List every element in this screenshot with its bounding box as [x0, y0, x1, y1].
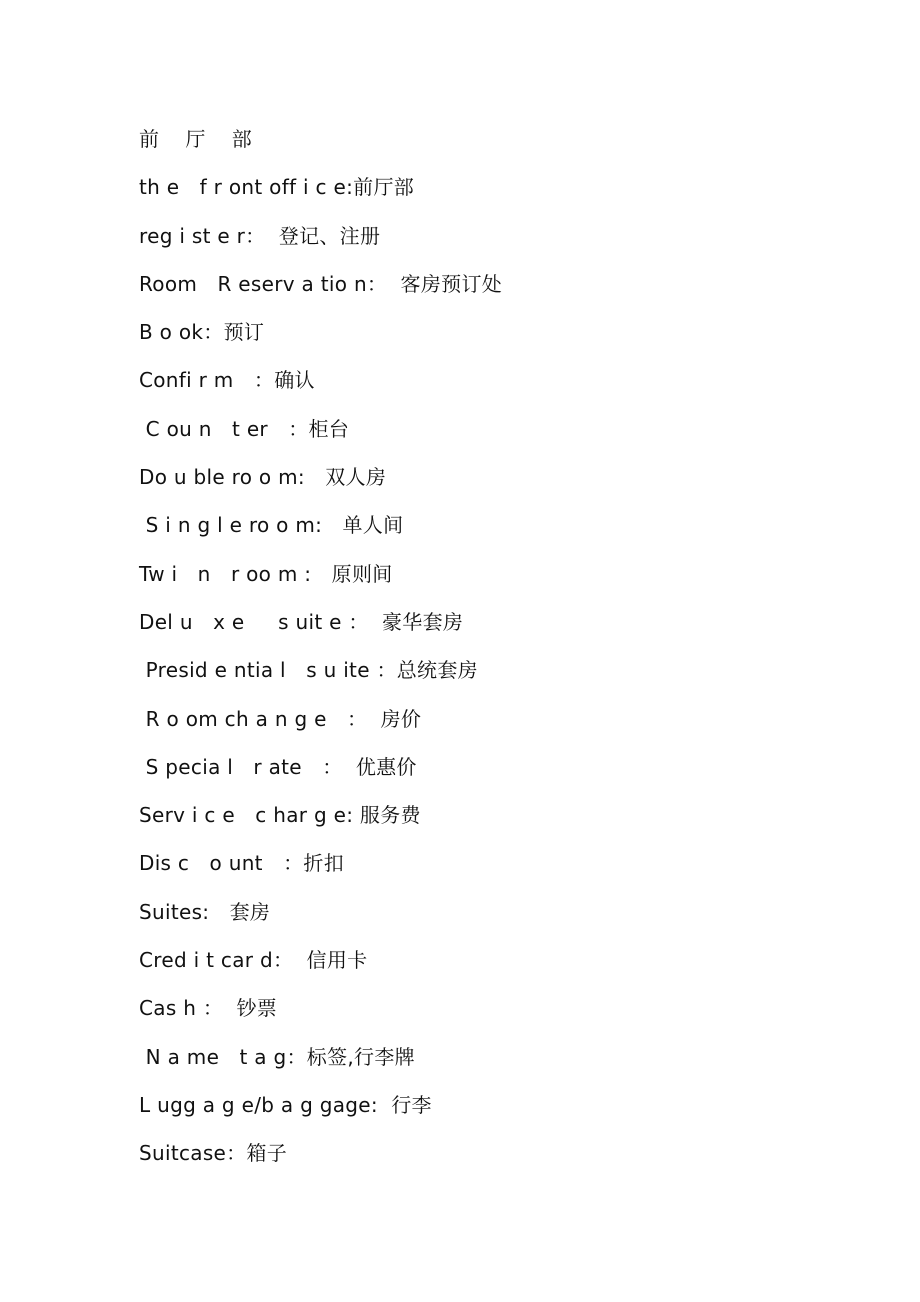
vocab-entry: Presid e ntia l s u ite ：总统套房: [139, 658, 478, 683]
vocab-entry: N a me t a g：标签,行李牌: [139, 1044, 415, 1069]
vocab-entry: Room R eserv a tio n： 客房预订处: [139, 271, 503, 296]
vocabulary-list: [139, 122, 839, 1185]
vocab-entry: R o om ch a n g e ： 房价: [139, 706, 422, 731]
vocab-entry: Tw i n r oo m : 原则间: [139, 561, 393, 586]
vocab-entry: Cas h ： 钞票: [139, 996, 278, 1021]
vocab-entry: Dis c o unt ：折扣: [139, 851, 345, 876]
vocab-entry: Suites: 套房: [139, 899, 271, 924]
vocab-entry: reg i st e r： 登记、注册: [139, 223, 381, 248]
vocab-entry: Suitcase：箱子: [139, 1141, 288, 1166]
vocab-entry: Serv i c e c har g e: 服务费: [139, 803, 421, 828]
vocab-entry: S pecia l r ate ： 优惠价: [139, 754, 417, 779]
vocab-entry: B o ok：预订: [139, 320, 265, 345]
vocab-entry: Do u ble ro o m: 双人房: [139, 465, 387, 490]
vocab-entry: S i n g l e ro o m: 单人间: [139, 513, 404, 538]
vocab-entry: C ou n t er ：柜台: [139, 416, 350, 441]
vocab-entry: th e f r ont off i c e:前厅部: [139, 175, 415, 200]
vocab-entry: Del u x e s uit e ： 豪华套房: [139, 609, 464, 634]
vocab-entry: Confi r m ：确认: [139, 368, 315, 393]
vocab-entry: L ugg a g e/b a g gage: 行李: [139, 1092, 432, 1117]
page-title: 前 厅 部: [139, 127, 252, 151]
vocab-entry: Cred i t car d： 信用卡: [139, 948, 368, 973]
